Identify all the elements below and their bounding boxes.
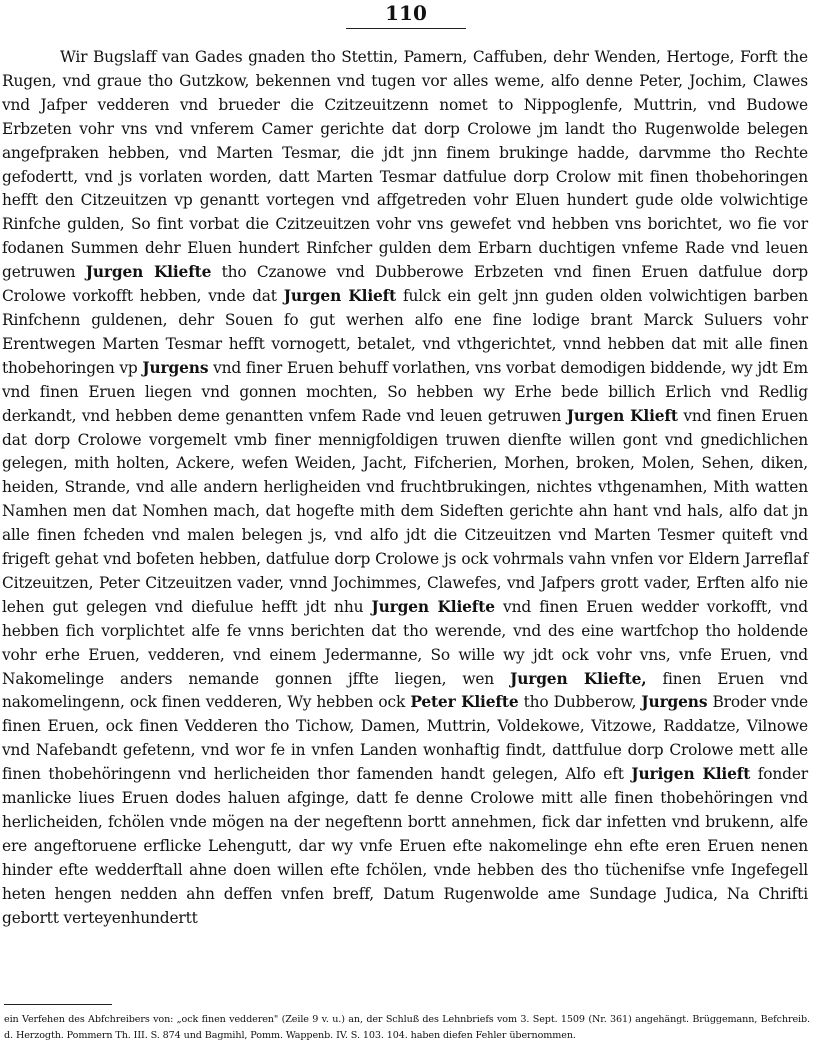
spaced-word: Rade [361, 406, 402, 425]
place-name: Crolow [555, 167, 611, 186]
text-segment: vorkofft hebben, vnde dat [65, 287, 284, 306]
text-segment: jm landt tho Rugenwolde belegen angefpraken hebben, vnd Marten Tesmar, die jdt jnn finem brukinge hadde, darvmme tho Rechte gefodertt, vnd js vorlaten worden, datt Marten Tesmar datfulue dorp [2, 119, 809, 186]
place-name: Crolowe [77, 430, 142, 449]
text-segment: Erbzeten vnd finen Eruen datfulue dorp [463, 263, 809, 282]
text-segment: finen Eruen vnd nakomelingenn, ock finen vedderen, Wy hebben ock [2, 669, 809, 712]
text-segment: vnd leuen getruwen [2, 239, 808, 282]
text-segment: Broder vnde finen Eruen, ock finen Vedderen tho [2, 693, 808, 736]
text-segment: Wir Bugslaff van Gades gnaden tho Stettin, Pamern, Caffuben, dehr Wenden, Hertoge, Forft the Rugen, vnd graue tho Gutzkow, bekennen vnd tugen vor alles weme, alfo denne Peter, Jochim, Clawes vnd Jafper vedderen vnd brueder die Czitzeuitzenn nomet to Nippoglenfe, Muttrin, vnd Budowe Erbzeten vohr vns vnd vnferem Camer gerichte dat dorp [2, 48, 808, 138]
text-segment: tho [211, 263, 257, 282]
text-segment: gefetenn, vnd wor fe in vnfen Landen wonhaftig findt, dattfulue dorp [117, 741, 670, 760]
text-segment: vnd leuen getruwen [401, 406, 567, 425]
place-name: Czanowe [256, 263, 327, 282]
place-name: Crolowe [2, 287, 66, 306]
text-segment: fulck ein gelt jnn guden olden volwichtigen barben Rinfchenn guldenen, dehr Souen fo gut werhen alfo ene fine lodige brant Marck Suluers vohr Erentwegen Marten Tesmar hefft vornogett, betalet, vnd vthgerichtet, vnnd hebben dat mit alle finen thobehoringen vp [2, 287, 808, 377]
text-segment: vnd finer Eruen behuff vorlathen, vns vorbat demodigen biddende, wy jdt Em vnd finen Eruen liegen vnd gonnen mochten, So hebben wy Erhe bede billich Erlich vnd Redlig derkandt, vnd hebben deme genantten vnfem [2, 358, 808, 425]
place-name: Crolowe [375, 550, 439, 569]
place-name: Crolowe [669, 741, 734, 760]
text-segment: mett alle finen thobehöringenn vnd herlicheiden thor famenden handt gelegen, Alfo eft [2, 741, 809, 784]
place-name: Dubberow, [553, 693, 637, 712]
page-number: 110 [385, 1, 427, 25]
footnote-rule [4, 1004, 112, 1005]
text-segment: vnd finen Eruen dat dorp [2, 406, 809, 449]
text-segment: vnd finen Eruen wedder vorkofft, vnd hebben fich vorplichtet alfe fe vnns berichten dat tho werende, vnd des eine wartfchop tho holdende vohr erhe Eruen, vedderen, vnd einem Jedermanne, So wille wy jdt ock vohr vns, vnfe Eruen, vnd Nakomelinge anders nemande gonnen jffte liegen, wen [2, 597, 808, 688]
person-name: Jurgen Kliefte [85, 263, 212, 282]
charter-text [2, 46, 808, 931]
place-name: Dubberowe [374, 263, 464, 282]
text-segment: mit finen thobehoringen hefft den Citzeuitzen vp genantt vortegen vnd affgetreden vohr Eluen hundert gude olde volwichtige Rinfche gulden, So fint vorbat die Czitzeuitzen vohr vns gewefet vnd hebben vns borichtet, wo fie vor fodanen Summen dehr Eluen hundert Rinfcher gulden dem Erbarn duchtigen vnfeme [2, 167, 808, 258]
person-name: Peter Kliefte [410, 693, 519, 712]
text-segment: vnd [326, 263, 375, 282]
person-name: Jurgen Klieft [566, 406, 678, 425]
place-name: Crolowe [470, 789, 535, 808]
place-list: Tichow, Damen, Muttrin, Voldekowe, Vitzowe, Raddatze, Vilnowe vnd Nafebandt [2, 717, 808, 760]
text-segment: fonder manlicke liues Eruen dodes haluen afginge, datt fe denne [2, 765, 808, 808]
spaced-word: Rade [684, 239, 725, 258]
person-name: Jurigen Klieft [631, 765, 751, 784]
text-segment: tho [518, 693, 554, 712]
text-segment: js ock vohrmals vahn vnfen vor Eldern Jarreflaf Citzeuitzen, Peter Citzeuitzen vader, vnnd Jochimmes, Clawefes, vnd Jafpers grott vader, Erften alfo nie lehen gut gelegen vnd diefulue hefft jdt nhu [2, 550, 808, 616]
person-name: Jurgen Kliefte, [510, 669, 647, 688]
text-segment: mitt alle finen thobehöringen vnd herlicheiden, fchölen vnde mögen na der negeftenn bortt annehmen, fick dar infetten vnd brukenn, alfe ere angeftoruene erflicke Lehengutt, dar wy vnfe Eruen efte nakomelinge ehn efte eren Eruen nenen hinder efte wedderftall ahne doen willen efte fchölen, vnde hebben des tho tüchenifse vnfe Ingefegell heten hengen nedden ahn deffen vnfen breff, Datum Rugenwolde ame Sundage Judica, Na Chrifti gebortt verteyenhundertt [2, 789, 809, 927]
person-name: Jurgen Klieft [283, 287, 397, 306]
text-segment: vorgemelt vmb finer mennigfoldigen truwen dienfte willen gont vnd gnedichlichen gelegen, mith holten, Ackere, wefen Weiden, Jacht, Fifcherien, Morhen, broken, Molen, Sehen, diken, heiden, Strande, vnd alle andern herligheiden vnd fruchtbrukingen, nichtes vthgenamhen, Mith watten Namhen men dat Nomhen mach, dat hogefte mith dem Sideften gerichte ahn hant vnd hals, alfo dat jn alle finen fcheden vnd malen belegen js, vnd alfo jdt die Citzeuitzen vnd Marten Tesmer quiteft vnd frigeft gehat vnd bofeten hebben, datfulue dorp [2, 430, 808, 569]
footnote: ein Verfehen des Abfchreibers von: „ock finen vedderen" (Zeile 9 v. u.) an, der Schluß des Lehnbriefs vom 3. Sept. 1509 (Nr. 361) angehängt. Brüggemann, Befchreib. d. Herzogth. Pommern Th. III. S. 874 und Bagmihl, Pomm. Wappenb. IV. S. 103. 104. haben diefen Fehler übernommen. [4, 1014, 810, 1041]
place-name: Crolowe [467, 119, 532, 138]
header-rule [346, 28, 466, 29]
person-name: Jurgen Kliefte [371, 597, 495, 616]
person-name: Jurgens [641, 693, 708, 712]
person-name: Jurgens [142, 358, 209, 377]
